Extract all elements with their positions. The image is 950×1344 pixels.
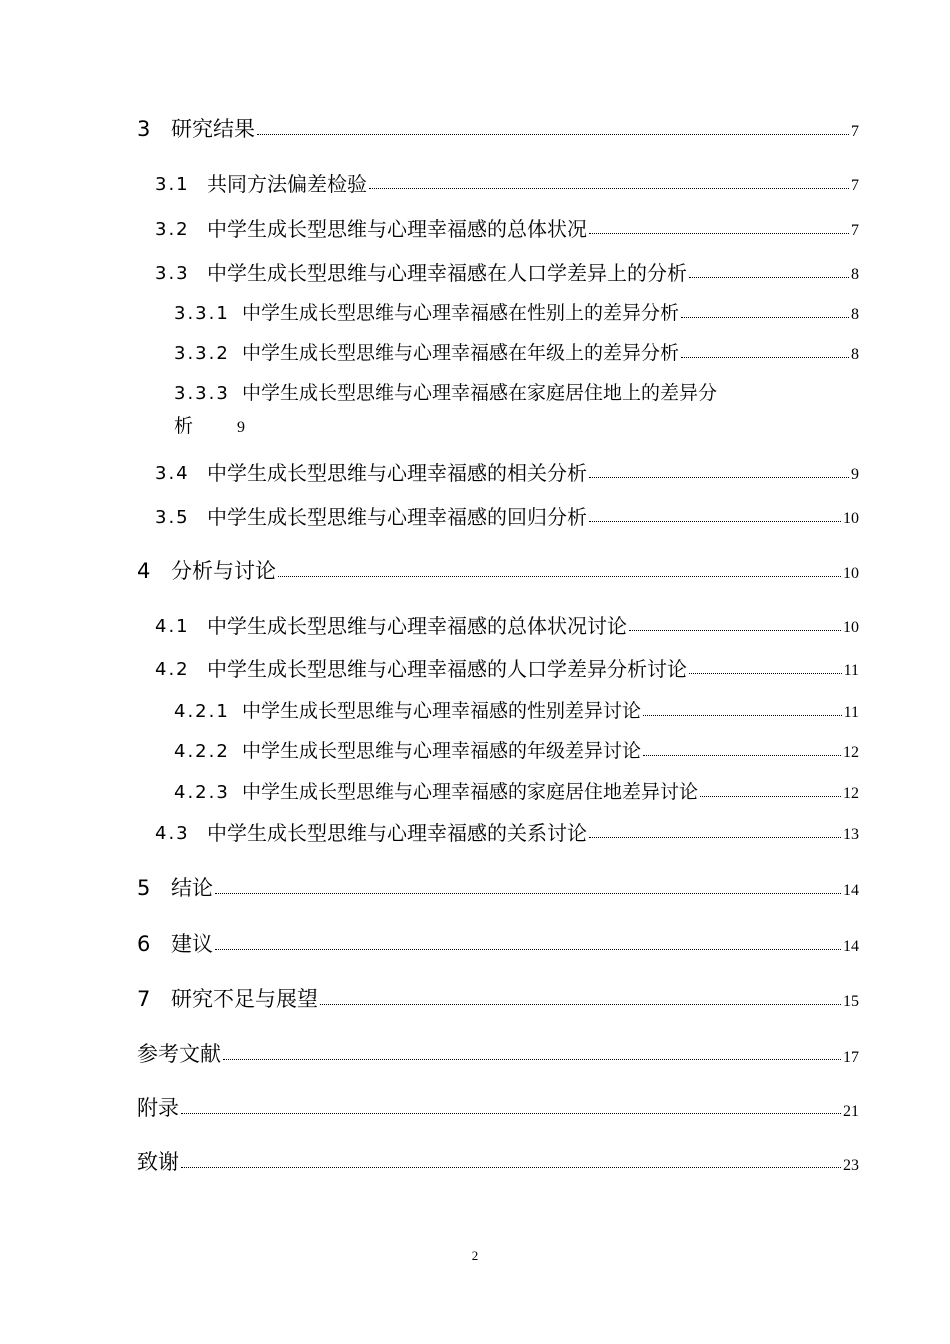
toc-entry-page: 10 [843,619,859,637]
toc-entry-page: 10 [843,510,859,528]
toc-entry-number: 4.3 [155,823,190,844]
toc-entry-page: 11 [843,662,859,680]
toc-entry-number: 4.2.2 [174,741,230,762]
dot-leader [369,188,849,189]
dot-leader [681,317,849,318]
toc-entry[interactable] [174,782,859,803]
dot-leader [589,837,841,838]
toc-entry-page: 15 [843,993,859,1011]
toc-entry-title: 中学生成长型思维与心理幸福感的年级差异讨论 [242,740,642,763]
toc-entry-page: 13 [843,826,859,844]
toc-entry-number: 4.2.1 [174,701,230,722]
toc-entry-page: 8 [851,346,859,364]
dot-leader [689,277,849,278]
dot-leader [643,755,841,756]
toc-entry-page: 8 [851,306,859,324]
toc-entry-number: 4.2 [155,659,190,680]
toc-entry-page: 12 [843,744,859,762]
toc-entry-title: 中学生成长型思维与心理幸福感在人口学差异上的分析 [207,261,687,285]
toc-entry-page: 9 [237,419,246,437]
toc-entry-number: 3.3.1 [174,303,230,324]
dot-leader [700,796,841,797]
toc-entry[interactable] [155,173,859,195]
toc-entry[interactable] [137,1151,859,1174]
toc-entry-page: 17 [843,1048,859,1066]
toc-entry[interactable] [137,876,859,900]
toc-entry-title: 共同方法偏差检验 [207,172,367,196]
toc-entry-title: 中学生成长型思维与心理幸福感的总体状况讨论 [207,614,627,638]
toc-entry-title: 中学生成长型思维与心理幸福感的回归分析 [207,505,587,529]
toc-entry-page: 23 [843,1156,859,1174]
toc-entry-title: 中学生成长型思维与心理幸福感在年级上的差异分析 [242,342,680,365]
page-number: 2 [471,1248,479,1263]
toc-entry[interactable] [137,1097,859,1120]
toc-entry[interactable] [174,343,859,364]
dot-leader [215,893,841,894]
toc-entry-number: 3.1 [155,174,190,195]
toc-entry-title: 中学生成长型思维与心理幸福感在家庭居住地上的差异分 [242,382,718,405]
toc-entry-number: 4.2.3 [174,782,230,803]
dot-leader [643,715,842,716]
toc-entry-title: 研究结果 [171,116,255,141]
toc-entry[interactable] [137,1043,859,1066]
toc-entry-page: 7 [851,177,859,195]
dot-leader [215,949,841,950]
toc-entry-page: 21 [843,1102,859,1120]
toc-entry-title: 中学生成长型思维与心理幸福感在性别上的差异分析 [242,302,680,325]
toc-entry-page: 14 [843,882,859,900]
toc-entry[interactable] [155,658,859,680]
toc-entry-number: 3 [137,117,151,141]
toc-entry-title: 建议 [171,931,213,956]
dot-leader [689,673,842,674]
dot-leader [181,1113,841,1114]
toc-entry[interactable] [174,383,859,437]
toc-entry[interactable] [155,615,859,637]
toc-entry-title: 中学生成长型思维与心理幸福感的人口学差异分析讨论 [207,657,687,681]
toc-entry-page: 12 [843,785,859,803]
toc-entry[interactable] [174,303,859,324]
dot-leader [257,134,849,135]
toc-entry-title: 结论 [171,875,213,900]
toc-entry-title: 参考文献 [137,1042,221,1066]
toc-entry-title: 中学生成长型思维与心理幸福感的家庭居住地差异讨论 [242,781,699,804]
toc-entry-page: 7 [851,222,859,240]
toc-entry[interactable] [155,262,859,284]
dot-leader [589,233,849,234]
toc-entry-number: 4 [137,559,151,583]
toc-entry-title: 研究不足与展望 [171,986,318,1011]
toc-entry-number: 3.5 [155,507,190,528]
toc-entry-title: 中学生成长型思维与心理幸福感的关系讨论 [207,821,587,845]
toc-entry[interactable] [174,701,859,722]
toc-entry-number: 3.2 [155,219,190,240]
toc-entry[interactable] [155,822,859,844]
toc-entry[interactable] [137,559,859,583]
toc-entry[interactable] [174,741,859,762]
toc-entry-page: 7 [851,123,859,141]
toc-entry-title-continued: 析 [174,415,194,437]
dot-leader [278,576,841,577]
toc-entry-title: 分析与讨论 [171,558,276,583]
toc-entry[interactable] [155,218,859,240]
toc-entry[interactable] [137,932,859,956]
dot-leader [589,521,841,522]
toc-entry-title: 致谢 [137,1150,179,1174]
toc-entry-page: 14 [843,938,859,956]
toc-entry-page: 8 [851,266,859,284]
toc-entry-page: 9 [851,466,859,484]
toc-entry[interactable] [137,987,859,1011]
toc-entry[interactable] [155,506,859,528]
toc-entry-title: 附录 [137,1096,179,1120]
dot-leader [223,1059,841,1060]
toc-entry-number: 7 [137,987,151,1011]
toc-entry[interactable] [137,117,859,141]
toc-entry-title: 中学生成长型思维与心理幸福感的相关分析 [207,461,587,485]
toc-entry-number: 3.4 [155,463,190,484]
toc-entry-title: 中学生成长型思维与心理幸福感的性别差异讨论 [242,700,642,723]
toc-entry-number: 3.3 [155,263,190,284]
toc-entry-number: 5 [137,876,151,900]
dot-leader [181,1167,841,1168]
dot-leader [589,477,849,478]
toc-entry-number: 4.1 [155,616,190,637]
toc-entry-page: 10 [843,565,859,583]
toc-entry-title: 中学生成长型思维与心理幸福感的总体状况 [207,217,587,241]
dot-leader [320,1004,841,1005]
toc-entry-number: 6 [137,932,151,956]
dot-leader [629,630,841,631]
toc-entry-number: 3.3.3 [174,383,230,404]
toc-entry[interactable] [155,462,859,484]
toc-entry-number: 3.3.2 [174,343,230,364]
toc-entry-page: 11 [843,704,859,722]
dot-leader [681,357,849,358]
